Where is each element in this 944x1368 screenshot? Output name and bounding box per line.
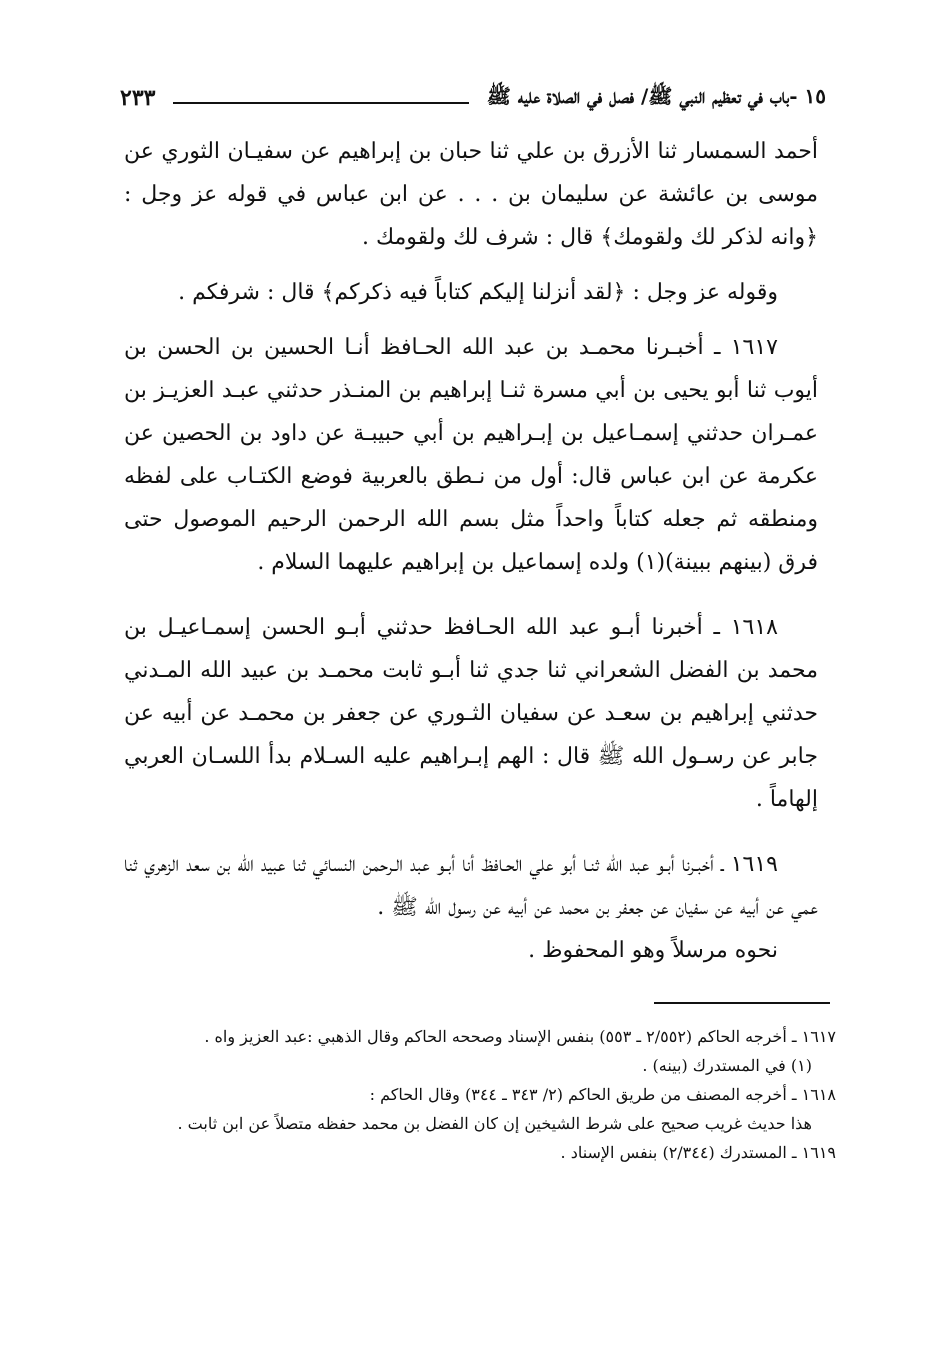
- main-text: [124, 130, 818, 972]
- hadith-1618: ١٦١٨ ـ أخبرنا أبـو عبد الله الحـافظ حدثني أبـو الحسن إسمـاعيـل بن محمد بن الفضل الشعراني ثنا جدي ثنا أبـو ثابت محمـد بن عبيد الله المـدني حدثني إبراهيم بن سعـد عن سفيان الثـوري عن جعفر بن محمـد عن أبيه عن جابر عن رسـول الله ﷺ قال : الهم إبـراهيم عليه السـلام بدأ اللسـان العربي إلهاماً .: [124, 615, 818, 812]
- hadith-1619-note: نحوه مرسلاً وهو المحفوظ .: [528, 938, 778, 963]
- chapter-title: ١٥ -باب في تعظيم النبي ﷺ/ فصل في الصلاة عليه ﷺ: [486, 83, 826, 108]
- paragraph-gap: [124, 584, 818, 606]
- footnote-1618: ١٦١٨ ـ أخرجه المصنف من طريق الحاكم (٢/ ٣٤٣ ـ ٣٤٤) وقال الحاكم :: [369, 1085, 836, 1104]
- hadith-1617: ١٦١٧ ـ أخبـرنا محمـد بن عبد الله الحـافظ أنـا الحسين بن الحسن بن أيوب ثنا أبو يحيى بن أبي مسرة ثنـا إبراهيم بن المنـذر حدثني عبـد العزيـز بن عمـران حدثني إسمـاعيل بن إبـراهيم بن أبي حبيبـة عن داود بن الحصين عن عكرمة عن ابن عباس قال: أول من نـطق بالعربية فوضع الكتـاب على لفظه ومنطقه ثم جعله كتاباً واحداً مثل بسم الله الرحمن الرحيم الموصول حتى فرق (بينهم ببينة)(١) ولده إسماعيل بن إبراهيم عليهما السلام .: [124, 335, 818, 575]
- header-rule: [173, 102, 468, 104]
- footnote-1619: ١٦١٩ ـ المستدرك (٢/٣٤٤) بنفس الإسناد .: [560, 1143, 836, 1162]
- footnote-1617: ١٦١٧ ـ أخرجه الحاكم (٢/٥٥٢ ـ ٥٥٣) بنفس الإسناد وصححه الحاكم وقال الذهبي :عبد العزيز واه .: [204, 1027, 836, 1046]
- running-header: [120, 78, 826, 118]
- paragraph-verse-comment: وقوله عز وجل : ﴿لقد أنزلنا إليكم كتاباً فيه ذكركم﴾ قال : شرفكم .: [178, 280, 778, 305]
- paragraph-gap: [124, 821, 818, 843]
- paragraph-gap: [124, 314, 818, 326]
- footnote-separator: [654, 1002, 830, 1004]
- paragraph-gap: [124, 259, 818, 271]
- hadith-1619: ١٦١٩ ـ أخبـرنا أبـو عبد الله ثنـا أبو علي الحـافظ أنا أبـو عبد الـرحمن النسائي ثنا عبيد الله بن سعد الزهري ثنا عمي عن أبيه عن سفيان عن جعفر بن محمد عن أبيه عن رسول الله ﷺ .: [124, 852, 818, 920]
- footnote-1618-quote: هذا حديث غريب صحيح على شرط الشيخين إن كان الفضل بن محمد حفظه متصلاً عن ابن ثابت .: [177, 1114, 812, 1133]
- footnotes: [120, 1022, 836, 1167]
- footnote-ref-1: (١) في المستدرك (بينه) .: [642, 1056, 812, 1075]
- page-number: ٢٣٣: [120, 85, 156, 111]
- paragraph-continuation: أحمد السمسار ثنا الأزرق بن علي ثنا حبان بن إبراهيم عن سفيـان الثوري عن موسى بن عائشة عن سليمان بن . . . عن ابن عباس في قوله عز وجل : ﴿وانه لذكر لك ولقومك﴾ قال : شرف لك ولقومك .: [124, 139, 818, 250]
